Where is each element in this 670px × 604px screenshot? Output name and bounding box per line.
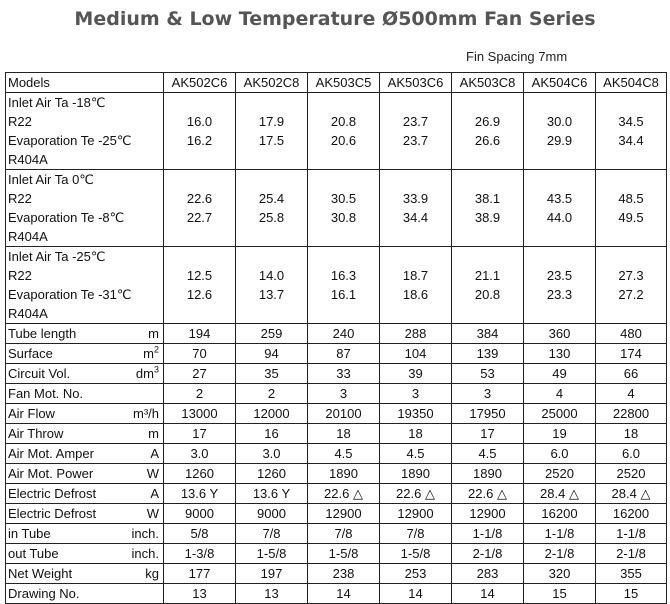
spec-unit bbox=[133, 404, 159, 423]
spec-value-cell: 1890 bbox=[380, 464, 452, 484]
capacity-cell bbox=[524, 93, 596, 170]
capacity-r404a-value: 38.9 bbox=[474, 210, 501, 225]
model-header: AK503C6 bbox=[380, 73, 452, 93]
spec-value-cell: 15 bbox=[596, 584, 667, 604]
spec-value-cell: 6.0 bbox=[524, 444, 596, 464]
unit-text: dm bbox=[135, 366, 154, 381]
condition-line: Inlet Air Ta -18℃ bbox=[8, 95, 106, 110]
spec-value-cell: 3 bbox=[308, 384, 380, 404]
spec-value-cell: 1-1/8 bbox=[524, 524, 596, 544]
spec-value-cell: 384 bbox=[452, 324, 524, 344]
condition-line: Inlet Air Ta 0℃ bbox=[8, 172, 94, 187]
spacer bbox=[452, 93, 523, 112]
spec-row bbox=[6, 324, 667, 344]
spec-value-cell: 13.6 Y bbox=[164, 484, 236, 504]
condition-line: R22 bbox=[8, 114, 32, 129]
capacity-r22-value: 16.0 bbox=[186, 114, 213, 129]
capacity-r404a-value: 16.1 bbox=[330, 287, 357, 302]
spacer bbox=[380, 247, 451, 266]
model-header: AK504C6 bbox=[524, 73, 596, 93]
capacity-r404a-value: 16.2 bbox=[186, 133, 213, 148]
capacity-r404a-value: 34.4 bbox=[618, 133, 644, 148]
spec-value-cell: 14 bbox=[380, 584, 452, 604]
unit-superscript: 3 bbox=[153, 364, 159, 375]
capacity-cell bbox=[452, 170, 524, 247]
spec-value-cell: 16200 bbox=[596, 504, 667, 524]
capacity-condition-label bbox=[6, 170, 164, 247]
spec-value-cell: 3 bbox=[380, 384, 452, 404]
capacity-r22-value: 43.5 bbox=[546, 191, 573, 206]
capacity-r22-value: 12.5 bbox=[186, 268, 213, 283]
capacity-r22-value: 34.5 bbox=[618, 114, 644, 129]
spec-label-cell bbox=[6, 444, 164, 464]
spec-unit bbox=[132, 544, 159, 563]
capacity-cell bbox=[452, 93, 524, 170]
spec-unit bbox=[148, 424, 159, 443]
spec-label: Surface bbox=[8, 346, 53, 361]
spec-value-cell: 39 bbox=[380, 364, 452, 384]
spec-value-cell: 139 bbox=[452, 344, 524, 364]
spec-value-cell: 15 bbox=[524, 584, 596, 604]
spec-row bbox=[6, 504, 667, 524]
spec-row bbox=[6, 424, 667, 444]
condition-line: R22 bbox=[8, 191, 32, 206]
spec-value-cell: 5/8 bbox=[164, 524, 236, 544]
capacity-r404a-value: 22.7 bbox=[186, 210, 213, 225]
capacity-r22-value: 23.5 bbox=[546, 268, 573, 283]
spec-value-cell: 14 bbox=[308, 584, 380, 604]
capacity-cell bbox=[380, 247, 452, 324]
spec-value-cell: 33 bbox=[308, 364, 380, 384]
spacer bbox=[164, 247, 235, 266]
spec-value-cell: 18 bbox=[596, 424, 667, 444]
spec-value-cell: 4.5 bbox=[452, 444, 524, 464]
condition-line: R404A bbox=[8, 229, 48, 244]
capacity-r22-value: 14.0 bbox=[258, 268, 285, 283]
spec-value-cell: 177 bbox=[164, 564, 236, 584]
spacer bbox=[596, 247, 666, 266]
spec-value-cell: 22.6 △ bbox=[452, 484, 524, 504]
capacity-cell bbox=[596, 93, 667, 170]
spec-value-cell: 12900 bbox=[308, 504, 380, 524]
capacity-cell bbox=[596, 247, 667, 324]
spec-value-cell: 288 bbox=[380, 324, 452, 344]
capacity-cell bbox=[596, 170, 667, 247]
spec-label-cell bbox=[6, 564, 164, 584]
spec-row bbox=[6, 564, 667, 584]
spacer bbox=[524, 170, 595, 189]
capacity-r404a-value: 34.4 bbox=[402, 210, 429, 225]
spec-value-cell: 4 bbox=[596, 384, 667, 404]
spacer bbox=[596, 93, 666, 112]
capacity-r404a-value: 49.5 bbox=[618, 210, 644, 225]
spec-label-cell bbox=[6, 404, 164, 424]
spec-value-cell: 4.5 bbox=[380, 444, 452, 464]
condition-line: Evaporation Te -8℃ bbox=[8, 210, 125, 225]
spec-value-cell: 3.0 bbox=[236, 444, 308, 464]
spec-value-cell: 28.4 △ bbox=[596, 484, 667, 504]
spec-value-cell: 18 bbox=[380, 424, 452, 444]
spec-value-cell: 18 bbox=[308, 424, 380, 444]
model-header: AK503C8 bbox=[452, 73, 524, 93]
spec-value-cell: 2520 bbox=[524, 464, 596, 484]
spec-unit bbox=[143, 344, 159, 363]
spec-label: in Tube bbox=[8, 526, 51, 541]
capacity-condition-label bbox=[6, 247, 164, 324]
capacity-r404a-value: 25.8 bbox=[258, 210, 285, 225]
unit-text: m bbox=[148, 426, 159, 441]
capacity-r22-value: 21.1 bbox=[474, 268, 501, 283]
condition-line: R22 bbox=[8, 268, 32, 283]
spec-row bbox=[6, 524, 667, 544]
spec-value-cell: 3.0 bbox=[164, 444, 236, 464]
spec-value-cell: 49 bbox=[524, 364, 596, 384]
spec-value-cell: 1-5/8 bbox=[308, 544, 380, 564]
condition-line: R404A bbox=[8, 306, 48, 321]
capacity-r404a-value: 27.2 bbox=[618, 287, 644, 302]
capacity-r22-value: 48.5 bbox=[618, 191, 644, 206]
spec-row bbox=[6, 484, 667, 504]
spec-value-cell: 9000 bbox=[164, 504, 236, 524]
spec-label: Air Mot. Amper bbox=[8, 446, 94, 461]
spec-value-cell: 1890 bbox=[308, 464, 380, 484]
spacer bbox=[524, 247, 595, 266]
spec-value-cell: 2-1/8 bbox=[524, 544, 596, 564]
spec-value-cell: 94 bbox=[236, 344, 308, 364]
spec-value-cell: 355 bbox=[596, 564, 667, 584]
fin-spacing-note: Fin Spacing 7mm bbox=[466, 49, 568, 64]
spec-value-cell: 14 bbox=[452, 584, 524, 604]
spec-label: Net Weight bbox=[8, 566, 73, 581]
spec-value-cell: 1-3/8 bbox=[164, 544, 236, 564]
unit-text: m bbox=[143, 346, 154, 361]
spec-label-cell bbox=[6, 324, 164, 344]
capacity-cell bbox=[236, 247, 308, 324]
spec-value-cell: 197 bbox=[236, 564, 308, 584]
spec-label-cell bbox=[6, 484, 164, 504]
spec-unit bbox=[148, 324, 159, 343]
spec-value-cell: 320 bbox=[524, 564, 596, 584]
spec-value-cell: 7/8 bbox=[236, 524, 308, 544]
spec-table-body bbox=[6, 73, 667, 604]
spec-value-cell: 174 bbox=[596, 344, 667, 364]
spec-value-cell: 2520 bbox=[596, 464, 667, 484]
capacity-cell bbox=[380, 93, 452, 170]
spec-value-cell: 7/8 bbox=[308, 524, 380, 544]
spec-value-cell: 17950 bbox=[452, 404, 524, 424]
spec-label: Circuit Vol. bbox=[8, 366, 71, 381]
spec-label: Fan Mot. No. bbox=[8, 386, 84, 401]
spec-unit bbox=[150, 484, 159, 503]
spacer bbox=[236, 93, 307, 112]
capacity-row bbox=[6, 247, 667, 324]
unit-text: A bbox=[150, 446, 159, 461]
capacity-r22-value: 16.3 bbox=[330, 268, 357, 283]
spec-label: out Tube bbox=[8, 546, 59, 561]
capacity-r404a-value: 20.6 bbox=[330, 133, 357, 148]
spec-value-cell: 20100 bbox=[308, 404, 380, 424]
spec-label: Tube length bbox=[8, 326, 77, 341]
spec-row bbox=[6, 584, 667, 604]
spec-value-cell: 22800 bbox=[596, 404, 667, 424]
spec-label: Electric Defrost bbox=[8, 486, 97, 501]
spec-unit bbox=[150, 444, 159, 463]
spec-label: Air Throw bbox=[8, 426, 64, 441]
spec-value-cell: 66 bbox=[596, 364, 667, 384]
spec-value-cell: 1260 bbox=[164, 464, 236, 484]
spec-row bbox=[6, 384, 667, 404]
spacer bbox=[308, 170, 379, 189]
spec-value-cell: 87 bbox=[308, 344, 380, 364]
capacity-cell bbox=[164, 247, 236, 324]
capacity-r404a-value: 20.8 bbox=[474, 287, 501, 302]
model-header: AK502C8 bbox=[236, 73, 308, 93]
spec-unit bbox=[147, 504, 159, 523]
unit-text: m³/h bbox=[133, 406, 159, 421]
capacity-r22-value: 23.7 bbox=[402, 114, 429, 129]
spec-unit bbox=[147, 464, 159, 483]
capacity-r22-value: 25.4 bbox=[258, 191, 285, 206]
spec-table bbox=[5, 72, 667, 604]
spec-value-cell: 4.5 bbox=[308, 444, 380, 464]
capacity-cell bbox=[164, 170, 236, 247]
spec-value-cell: 1-1/8 bbox=[596, 524, 667, 544]
capacity-r404a-value: 26.6 bbox=[474, 133, 501, 148]
spec-value-cell: 104 bbox=[380, 344, 452, 364]
capacity-cell bbox=[308, 247, 380, 324]
spec-label-cell bbox=[6, 364, 164, 384]
spec-value-cell: 35 bbox=[236, 364, 308, 384]
capacity-r22-value: 33.9 bbox=[402, 191, 429, 206]
capacity-cell bbox=[524, 170, 596, 247]
spec-label-cell bbox=[6, 504, 164, 524]
capacity-r404a-value: 23.3 bbox=[546, 287, 573, 302]
condition-line: Inlet Air Ta -25℃ bbox=[8, 249, 106, 264]
capacity-r22-value: 30.5 bbox=[330, 191, 357, 206]
capacity-r22-value: 20.8 bbox=[330, 114, 357, 129]
spec-row bbox=[6, 464, 667, 484]
header-row bbox=[6, 73, 667, 93]
spec-label: Air Mot. Power bbox=[8, 466, 94, 481]
spec-row bbox=[6, 364, 667, 384]
unit-text: W bbox=[146, 506, 159, 521]
spec-value-cell: 7/8 bbox=[380, 524, 452, 544]
spec-value-cell: 12900 bbox=[452, 504, 524, 524]
spec-value-cell: 22.6 △ bbox=[380, 484, 452, 504]
capacity-r22-value: 17.9 bbox=[258, 114, 285, 129]
spec-label-cell bbox=[6, 544, 164, 564]
capacity-r404a-value: 44.0 bbox=[546, 210, 573, 225]
unit-text: A bbox=[150, 486, 159, 501]
capacity-r404a-value: 13.7 bbox=[258, 287, 285, 302]
unit-text: m bbox=[148, 326, 159, 341]
spacer bbox=[236, 247, 307, 266]
capacity-cell bbox=[236, 170, 308, 247]
unit-text: W bbox=[146, 466, 159, 481]
model-header: AK502C6 bbox=[164, 73, 236, 93]
spec-value-cell: 17 bbox=[164, 424, 236, 444]
spec-value-cell: 4 bbox=[524, 384, 596, 404]
condition-line: R404A bbox=[8, 152, 48, 167]
capacity-r404a-value: 12.6 bbox=[186, 287, 213, 302]
capacity-r22-value: 18.7 bbox=[402, 268, 429, 283]
condition-line: Evaporation Te -31℃ bbox=[8, 287, 132, 302]
capacity-r22-value: 27.3 bbox=[618, 268, 644, 283]
header-models-label: Models bbox=[6, 73, 164, 93]
spec-value-cell: 2 bbox=[236, 384, 308, 404]
spec-value-cell: 16200 bbox=[524, 504, 596, 524]
capacity-cell bbox=[308, 170, 380, 247]
spec-value-cell: 16 bbox=[236, 424, 308, 444]
spec-value-cell: 1-5/8 bbox=[380, 544, 452, 564]
spec-label-cell bbox=[6, 464, 164, 484]
capacity-r404a-value: 17.5 bbox=[258, 133, 285, 148]
model-header: AK504C8 bbox=[596, 73, 667, 93]
spec-value-cell: 283 bbox=[452, 564, 524, 584]
spec-value-cell: 13.6 Y bbox=[236, 484, 308, 504]
spacer bbox=[452, 247, 523, 266]
unit-text: inch. bbox=[131, 546, 159, 561]
spec-label: Electric Defrost bbox=[8, 506, 97, 521]
spec-value-cell: 240 bbox=[308, 324, 380, 344]
spec-value-cell: 1890 bbox=[452, 464, 524, 484]
spec-value-cell: 259 bbox=[236, 324, 308, 344]
unit-text: kg bbox=[145, 566, 159, 581]
spec-value-cell: 27 bbox=[164, 364, 236, 384]
spec-value-cell: 53 bbox=[452, 364, 524, 384]
spec-label-cell bbox=[6, 384, 164, 404]
spec-value-cell: 2-1/8 bbox=[596, 544, 667, 564]
capacity-r404a-value: 30.8 bbox=[330, 210, 357, 225]
page-title: Medium & Low Temperature Ø500mm Fan Series bbox=[74, 8, 596, 30]
spec-value-cell: 2 bbox=[164, 384, 236, 404]
spec-value-cell: 360 bbox=[524, 324, 596, 344]
spacer bbox=[308, 93, 379, 112]
spec-value-cell: 22.6 △ bbox=[308, 484, 380, 504]
spacer bbox=[164, 93, 235, 112]
model-header: AK503C5 bbox=[308, 73, 380, 93]
capacity-r404a-value: 23.7 bbox=[402, 133, 429, 148]
spacer bbox=[236, 170, 307, 189]
capacity-r22-value: 22.6 bbox=[186, 191, 213, 206]
spec-unit bbox=[145, 564, 159, 583]
capacity-cell bbox=[380, 170, 452, 247]
spacer bbox=[380, 170, 451, 189]
spec-label-cell bbox=[6, 424, 164, 444]
spec-row bbox=[6, 444, 667, 464]
spec-value-cell: 9000 bbox=[236, 504, 308, 524]
spec-value-cell: 130 bbox=[524, 344, 596, 364]
spec-value-cell: 12900 bbox=[380, 504, 452, 524]
capacity-condition-label bbox=[6, 93, 164, 170]
capacity-row bbox=[6, 170, 667, 247]
spacer bbox=[452, 170, 523, 189]
spec-value-cell: 13 bbox=[164, 584, 236, 604]
spec-value-cell: 13000 bbox=[164, 404, 236, 424]
spec-value-cell: 17 bbox=[452, 424, 524, 444]
capacity-cell bbox=[164, 93, 236, 170]
capacity-r22-value: 38.1 bbox=[474, 191, 501, 206]
spec-value-cell: 1-5/8 bbox=[236, 544, 308, 564]
spec-value-cell: 1-1/8 bbox=[452, 524, 524, 544]
spec-row bbox=[6, 544, 667, 564]
capacity-r22-value: 26.9 bbox=[474, 114, 501, 129]
capacity-cell bbox=[452, 247, 524, 324]
capacity-cell bbox=[236, 93, 308, 170]
spec-value-cell: 480 bbox=[596, 324, 667, 344]
spec-value-cell: 19 bbox=[524, 424, 596, 444]
spec-row bbox=[6, 344, 667, 364]
capacity-row bbox=[6, 93, 667, 170]
spec-value-cell: 28.4 △ bbox=[524, 484, 596, 504]
capacity-cell bbox=[308, 93, 380, 170]
spec-row bbox=[6, 404, 667, 424]
spec-label: Air Flow bbox=[8, 406, 55, 421]
spec-unit bbox=[136, 364, 159, 383]
spec-value-cell: 25000 bbox=[524, 404, 596, 424]
unit-text: inch. bbox=[131, 526, 159, 541]
spec-value-cell: 238 bbox=[308, 564, 380, 584]
capacity-cell bbox=[524, 247, 596, 324]
spec-value-cell: 1260 bbox=[236, 464, 308, 484]
spec-value-cell: 2-1/8 bbox=[452, 544, 524, 564]
spacer bbox=[380, 93, 451, 112]
spec-label-cell bbox=[6, 524, 164, 544]
spacer bbox=[524, 93, 595, 112]
spec-unit bbox=[132, 524, 159, 543]
spec-label-cell bbox=[6, 344, 164, 364]
spec-value-cell: 70 bbox=[164, 344, 236, 364]
spec-value-cell: 194 bbox=[164, 324, 236, 344]
capacity-r22-value: 30.0 bbox=[546, 114, 573, 129]
spacer bbox=[308, 247, 379, 266]
spec-value-cell: 253 bbox=[380, 564, 452, 584]
spacer bbox=[596, 170, 666, 189]
spec-value-cell: 3 bbox=[452, 384, 524, 404]
condition-line: Evaporation Te -25℃ bbox=[8, 133, 132, 148]
spec-label-cell bbox=[6, 584, 164, 604]
spec-label: Drawing No. bbox=[8, 586, 80, 601]
spec-value-cell: 12000 bbox=[236, 404, 308, 424]
capacity-r404a-value: 29.9 bbox=[546, 133, 573, 148]
spec-value-cell: 6.0 bbox=[596, 444, 667, 464]
spacer bbox=[164, 170, 235, 189]
spec-value-cell: 13 bbox=[236, 584, 308, 604]
spec-value-cell: 19350 bbox=[380, 404, 452, 424]
capacity-r404a-value: 18.6 bbox=[402, 287, 429, 302]
unit-superscript: 2 bbox=[153, 344, 159, 355]
